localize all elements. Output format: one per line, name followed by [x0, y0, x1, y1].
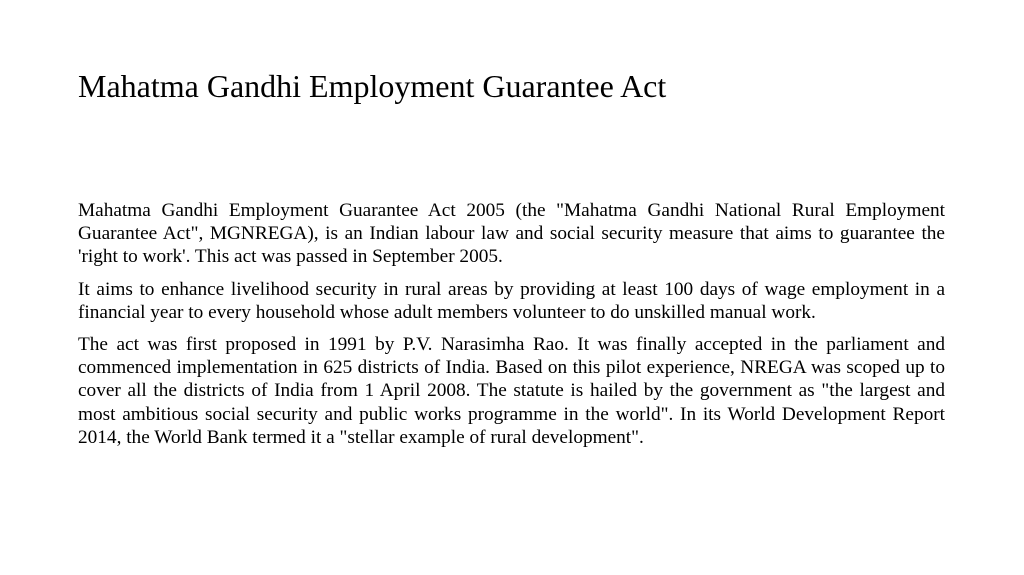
body-paragraph-3: The act was first proposed in 1991 by P.V. Narasimha Rao. It was finally accepted in the parliament and commenced implementation in 625 districts of India. Based on this pilot experience, NREGA was scoped up to cover all the districts of India from 1 April 2008. The statute is hailed by the government as "the largest and most ambitious social security and public works programme in the world". In its World Development Report 2014, the World Bank termed it a "stellar example of rural development".	[78, 334, 945, 448]
body-paragraph-2: It aims to enhance livelihood security in rural areas by providing at least 100 days of wage employment in a financial year to every household whose adult members volunteer to do unskilled manual work.	[78, 278, 945, 323]
body-paragraph-1: Mahatma Gandhi Employment Guarantee Act 2005 (the "Mahatma Gandhi National Rural Employment Guarantee Act", MGNREGA), is an Indian labour law and social security measure that aims to guarantee the 'right to work'. This act was passed in September 2005.	[78, 200, 945, 268]
slide-title: Mahatma Gandhi Employment Guarantee Act	[78, 68, 667, 104]
slide-body	[78, 199, 945, 458]
